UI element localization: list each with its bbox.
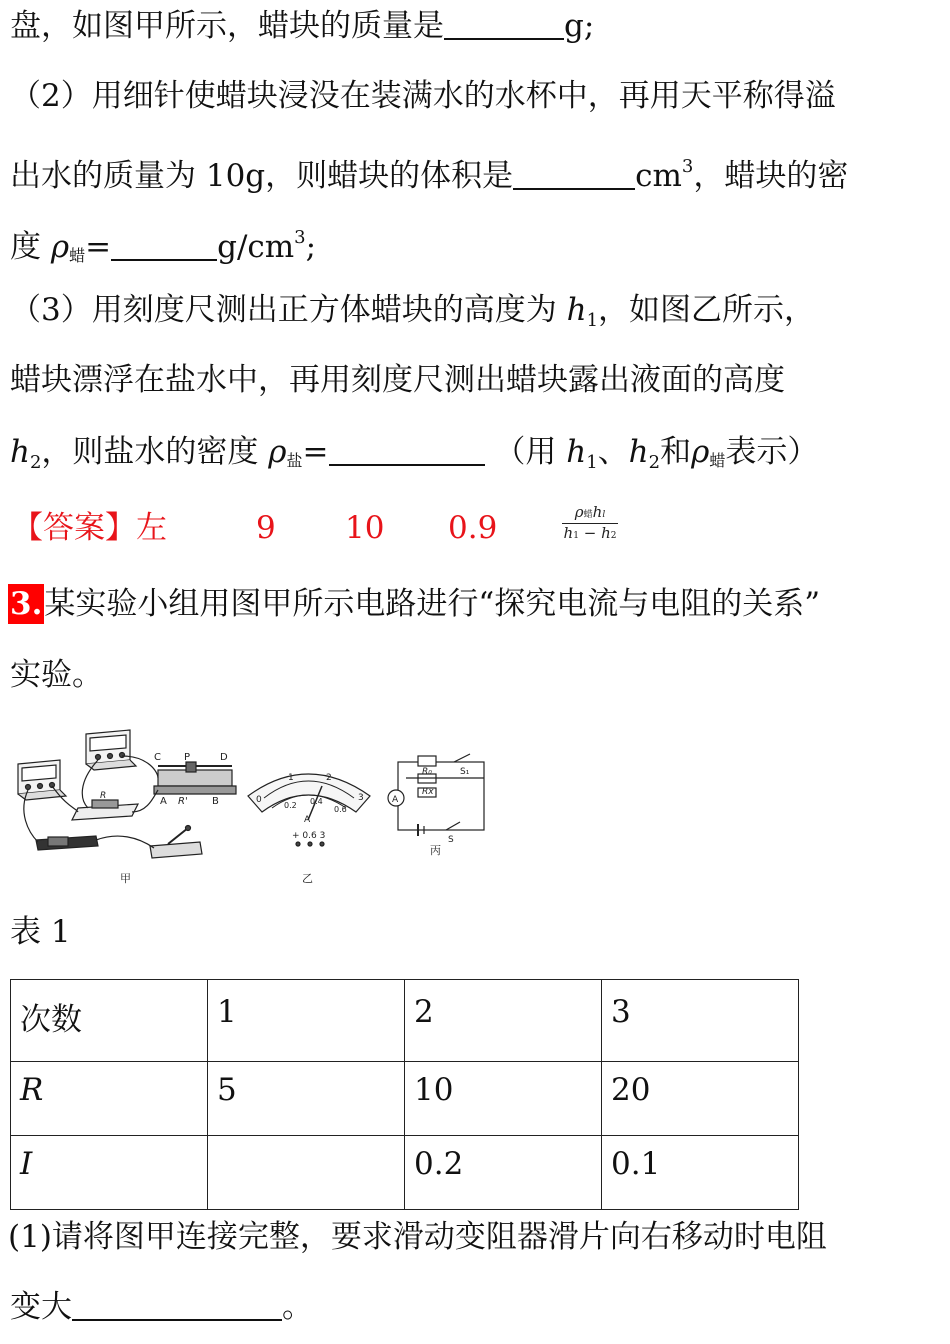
q3-sub1-text-2: 变大	[10, 1289, 72, 1325]
circuit-ammeter: A	[392, 795, 399, 805]
table-cell: 3	[602, 980, 799, 1062]
q2-line7-hint-open: （用	[494, 434, 557, 470]
resistor-label: R	[100, 791, 107, 801]
battery	[36, 836, 98, 850]
volume-unit: cm	[635, 158, 682, 194]
mass-answer-blank	[444, 8, 564, 40]
density-unit: g/cm	[217, 229, 295, 265]
table-cell: 1	[208, 980, 405, 1062]
table-cell: 0.2	[405, 1136, 602, 1210]
data-table	[10, 979, 799, 1210]
q3-sub1-line1	[8, 1217, 827, 1257]
q2-line4-end: ;	[305, 229, 317, 265]
frac-h-sub: l	[602, 510, 606, 520]
q3-sub1-text: (1)请将图甲连接完整，要求滑动变阻器滑片向右移动时电阻	[8, 1219, 827, 1255]
frac-h: h	[592, 503, 603, 521]
circuit-S1: S₁	[460, 767, 470, 777]
frac-rho-sub: 蜡	[583, 510, 593, 520]
rheostat-label: R'	[178, 796, 188, 807]
answer-4: 0.9	[448, 510, 498, 546]
q3-stem-text: 某实验小组用图甲所示电路进行“探究电流与电阻的关系”	[44, 586, 821, 622]
figure-label-bing: 丙	[430, 844, 441, 857]
q2-line1-unit: g;	[564, 8, 595, 44]
dial-3: 3	[358, 793, 364, 803]
q2-line4	[10, 218, 316, 276]
q2-line7-text: ，则盐水的密度	[41, 434, 259, 470]
h-subscript: 1	[586, 310, 599, 331]
question-number-badge: 3.	[10, 586, 43, 622]
q2-line1-text: 盘，如图甲所示，蜡块的质量是	[10, 8, 444, 44]
frac-rho: ρ	[574, 503, 584, 521]
rho-wax-subscript: 蜡	[709, 451, 726, 470]
answer-line	[12, 508, 498, 548]
meter-top	[86, 730, 136, 770]
q2-line3	[10, 147, 848, 196]
figure-label-yi: 乙	[302, 872, 313, 885]
table-cell	[208, 1136, 405, 1210]
frac-h2: h	[601, 524, 611, 542]
frac-h2-sub: 2	[610, 531, 617, 541]
volume-unit-exponent: 3	[681, 156, 694, 177]
q3-sub1-line2	[10, 1287, 313, 1327]
switch	[150, 826, 202, 859]
table-cell: I	[11, 1136, 208, 1210]
terminal-B: B	[212, 796, 219, 807]
table-cell: 0.1	[602, 1136, 799, 1210]
table-cell: 5	[208, 1062, 405, 1136]
table-caption: 表 1	[10, 914, 71, 950]
terminal-C: C	[154, 752, 161, 763]
ammeter-dial	[248, 773, 370, 846]
h1-subscript: 1	[586, 452, 598, 473]
separator: 、	[597, 434, 629, 470]
h1-symbol: h	[566, 434, 587, 470]
q2-line5-end: ，如图乙所示，	[598, 292, 816, 328]
q2-line2	[10, 76, 836, 116]
table-cell: 2	[405, 980, 602, 1062]
q2-line5	[10, 290, 815, 341]
answer-3: 10	[345, 510, 385, 546]
salt-density-blank	[329, 434, 485, 466]
dial-2: 2	[326, 773, 332, 783]
dial-0-4: 0.4	[310, 797, 323, 806]
frac-h1: h	[563, 524, 574, 542]
equals-sign: =	[85, 229, 112, 265]
q2-line1	[10, 6, 594, 46]
dial-unit: A	[304, 815, 311, 825]
circuit-figure	[8, 712, 508, 892]
table-cell: 20	[602, 1062, 799, 1136]
and-word: 和	[660, 434, 692, 470]
answer-1: 左	[136, 510, 167, 546]
terminal-A: A	[160, 796, 167, 807]
rho-subscript-wax: 蜡	[69, 246, 86, 265]
table-row	[11, 980, 799, 1062]
density-answer-blank	[111, 229, 217, 261]
answer-2: 9	[256, 510, 276, 546]
circuit-S: S	[448, 835, 454, 845]
circuit-diagram	[388, 754, 484, 845]
h2-subscript-hint: 2	[648, 452, 661, 473]
q3-sub1-blank	[72, 1289, 282, 1321]
q2-line4-text: 度	[10, 229, 41, 265]
rho-subscript-salt: 盐	[286, 451, 303, 470]
circuit-Rx: Rx	[422, 787, 434, 797]
table-cell: R	[11, 1062, 208, 1136]
rho-wax-symbol: ρ	[691, 434, 710, 470]
table-row	[11, 1136, 799, 1210]
volume-answer-blank	[513, 158, 635, 190]
circuit-R0: R₀	[422, 767, 432, 777]
dial-0: 0	[256, 795, 262, 805]
h2-symbol: h	[10, 434, 30, 470]
q2-line3-text: 出水的质量为 10g，则蜡块的体积是	[10, 158, 514, 194]
dial-0-6: 0.6	[334, 805, 347, 814]
q2-line7-end: 表示）	[725, 434, 819, 470]
q2-line3-end: ，蜡块的密	[693, 158, 849, 194]
dial-0-2: 0.2	[284, 801, 297, 810]
rho-symbol: ρ	[50, 229, 70, 265]
q2-line2-text: （2）用细针使蜡块浸没在装满水的水杯中，再用天平称得溢	[10, 78, 836, 114]
equals-sign: =	[302, 434, 329, 470]
table-cell: 10	[405, 1062, 602, 1136]
q3-sub1-end: 。	[282, 1289, 313, 1325]
density-unit-exponent: 3	[294, 227, 306, 248]
table-row	[11, 1062, 799, 1136]
q2-line6	[10, 360, 785, 400]
rheostat	[154, 752, 236, 807]
h2-symbol-hint: h	[628, 434, 649, 470]
dial-terminals: + 0.6 3	[292, 831, 326, 841]
frac-h1-sub: 1	[573, 531, 579, 541]
q2-line5-text: （3）用刻度尺测出正方体蜡块的高度为	[10, 292, 557, 328]
answer-label: 【答案】	[12, 510, 136, 546]
q3-stem-text-2: 实验。	[10, 657, 103, 693]
fraction-denominator	[562, 524, 618, 542]
q2-line6-text: 蜡块漂浮在盐水中，再用刻度尺测出蜡块露出液面的高度	[10, 362, 785, 398]
terminal-P: P	[184, 752, 191, 763]
frac-minus: −	[583, 524, 597, 542]
table-cell: 次数	[11, 980, 208, 1062]
q3-line1	[8, 584, 820, 624]
rho-salt-symbol: ρ	[268, 434, 287, 470]
q2-line7	[10, 432, 818, 483]
figure-label-jia: 甲	[120, 872, 131, 885]
answer-5-fraction	[562, 503, 618, 542]
h2-subscript: 2	[29, 452, 42, 473]
fraction-numerator	[562, 503, 618, 524]
q3-line2	[10, 655, 103, 695]
h-symbol: h	[566, 292, 587, 328]
terminal-D: D	[220, 752, 228, 763]
dial-1: 1	[288, 773, 294, 783]
